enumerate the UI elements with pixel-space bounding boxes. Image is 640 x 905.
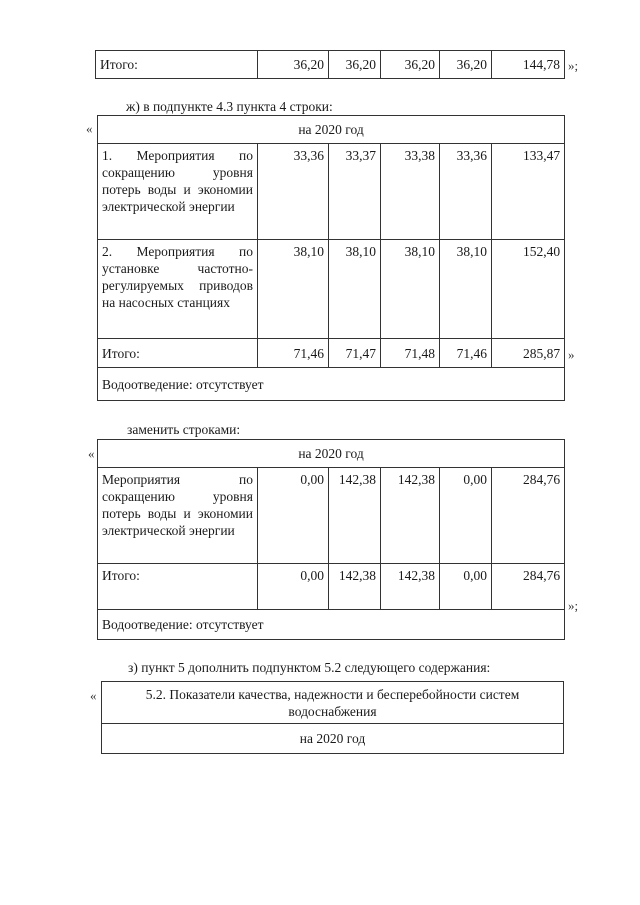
cell-value: 71,46 — [440, 339, 492, 368]
cell-value: 36,20 — [258, 51, 329, 79]
cell-value: 36,20 — [440, 51, 492, 79]
measures-table-new — [97, 439, 565, 640]
row-label: Итого: — [96, 51, 258, 79]
cell-value: 142,38 — [381, 468, 440, 564]
cell-value: 36,20 — [329, 51, 381, 79]
cell-value: 38,10 — [381, 240, 440, 339]
cell-value: 33,36 — [258, 144, 329, 240]
cell-value: 142,38 — [329, 468, 381, 564]
cell-value: 152,40 — [492, 240, 565, 339]
close-quote: »; — [568, 598, 579, 613]
table-row — [98, 144, 565, 240]
table-row — [98, 564, 565, 610]
table-header-row — [102, 682, 564, 724]
cell-value: 33,36 — [440, 144, 492, 240]
cell-value: 0,00 — [440, 564, 492, 610]
paragraph-replace: заменить строками: — [127, 422, 241, 437]
row-label: Итого: — [98, 564, 258, 610]
footer-note: Водоотведение: отсутствует — [98, 610, 565, 640]
footer-note: Водоотведение: отсутствует — [98, 368, 565, 401]
cell-value: 0,00 — [258, 564, 329, 610]
cell-value: 142,38 — [381, 564, 440, 610]
cell-value: 133,47 — [492, 144, 565, 240]
row-label: Итого: — [98, 339, 258, 368]
cell-value: 285,87 — [492, 339, 565, 368]
cell-value: 38,10 — [258, 240, 329, 339]
close-quote: » — [568, 347, 575, 362]
cell-value: 38,10 — [329, 240, 381, 339]
table-header-row — [98, 116, 565, 144]
cell-value: 144,78 — [492, 51, 565, 79]
cell-value: 284,76 — [492, 468, 565, 564]
measures-table-old — [97, 115, 565, 401]
table-footer-row — [98, 610, 565, 640]
table-footer-row — [98, 368, 565, 401]
table-row — [98, 339, 565, 368]
year-header: на 2020 год — [102, 724, 564, 754]
cell-value: 71,46 — [258, 339, 329, 368]
cell-value: 33,37 — [329, 144, 381, 240]
cell-value: 0,00 — [258, 468, 329, 564]
open-quote: « — [90, 688, 97, 703]
cell-value: 36,20 — [381, 51, 440, 79]
table-row — [96, 51, 565, 79]
section-title: 5.2. Показатели качества, надежности и бесперебойности систем водоснабжения — [102, 682, 564, 724]
table-header-row — [102, 724, 564, 754]
table-row — [98, 468, 565, 564]
cell-value: 38,10 — [440, 240, 492, 339]
open-quote: « — [88, 446, 95, 461]
row-label: 1. Мероприятия по сокращению уровня потерь воды и экономии электрической энергии — [98, 144, 258, 240]
cell-value: 284,76 — [492, 564, 565, 610]
row-label: Мероприятия по сокращению уровня потерь воды и экономии электрической энергии — [98, 468, 258, 564]
paragraph-z: з) пункт 5 дополнить подпунктом 5.2 следующего содержания: — [128, 660, 491, 675]
year-header: на 2020 год — [98, 440, 565, 468]
cell-value: 0,00 — [440, 468, 492, 564]
year-header: на 2020 год — [98, 116, 565, 144]
table-row — [98, 240, 565, 339]
cell-value: 142,38 — [329, 564, 381, 610]
cell-value: 33,38 — [381, 144, 440, 240]
paragraph-zh: ж) в подпункте 4.3 пункта 4 строки: — [126, 99, 333, 114]
open-quote: « — [86, 121, 93, 136]
table-header-row — [98, 440, 565, 468]
cell-value: 71,47 — [329, 339, 381, 368]
row-label: 2. Мероприятия по установке частотно-регулируемых приводов на насосных станциях — [98, 240, 258, 339]
quality-indicators-table — [101, 681, 564, 754]
close-quote: »; — [568, 58, 579, 73]
cell-value: 71,48 — [381, 339, 440, 368]
totals-table-top — [95, 50, 565, 79]
